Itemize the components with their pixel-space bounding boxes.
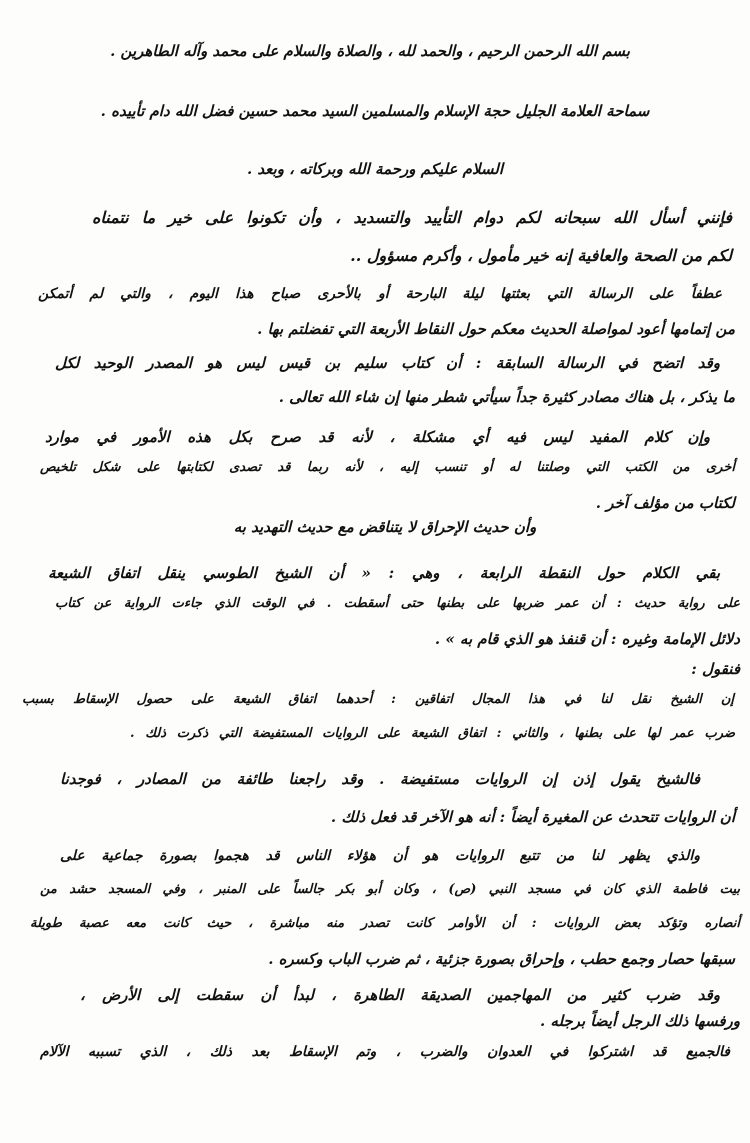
text-line: من إتمامها أعود لمواصلة الحديث معكم حول النقاط الأربعة التي تفضلتم بها . — [257, 320, 735, 338]
text-line: أن الروايات تتحدث عن المغيرة أيضاً : أنه هو الآخر قد فعل ذلك . — [330, 808, 735, 826]
text-line: ما يذكر ، بل هناك مصادر كثيرة جداً سيأتي شطر منها إن شاء الله تعالى . — [278, 388, 735, 406]
basmala-line: بسم الله الرحمن الرحيم ، والحمد لله ، والصلاة والسلام على محمد وآله الطاهرين . — [110, 42, 630, 60]
heading-line: وأن حديث الإحراق لا يتناقض مع حديث التهديد به — [233, 518, 537, 536]
text-line: وقد ضرب كثير من المهاجمين الصديقة الطاهرة ، لبدأ أن سقطت إلى الأرض ، — [80, 986, 720, 1004]
text-line: عطفاً على الرسالة التي بعثتها ليلة البارحة أو بالأحرى صباح هذا اليوم ، والتي لم أتمكن — [38, 286, 722, 302]
text-line: أخرى من الكتب التي وصلتنا له أو تنسب إليه ، لأنه ربما قد تصدى لكتابتها على شكل تلخيص — [40, 460, 735, 475]
text-line: ضرب عمر لها على بطنها ، والثاني : اتفاق الشيعة على الروايات المستفيضة التي ذكرت ذلك . — [130, 726, 735, 741]
text-line: دلائل الإمامة وغيره : أن قنفذ هو الذي قام به » . — [434, 630, 740, 648]
text-line: فالجميع قد اشتركوا في العدوان والضرب ، وتم الإسقاط بعد ذلك ، الذي تسببه الآلام — [40, 1044, 730, 1060]
text-line: بيت فاطمة الذي كان في مسجد النبي (ص) ، وكان أبو بكر جالساً على المنبر ، وفي المسجد حشد من — [40, 882, 740, 897]
text-line: على رواية حديث : أن عمر ضربها على بطنها حتى أسقطت . في الوقت الذي جاءت الرواية عن كتاب — [55, 596, 740, 611]
text-line: أنصاره وتؤكد بعض الروايات : أن الأوامر كانت تصدر منه مباشرة ، حيث كانت معه عصبة طويلة — [30, 916, 740, 931]
text-line: وقد اتضح في الرسالة السابقة : أن كتاب سليم بن قيس ليس هو المصدر الوحيد لكل — [55, 354, 720, 372]
text-line: إن الشيخ نقل لنا في هذا المجال اتفاقين : أحدهما اتفاق الشيعة على حصول الإسقاط بسبب — [22, 692, 734, 707]
text-line: والذي يظهر لنا من تتبع الروايات هو أن هؤلاء الناس قد هجموا بصورة جماعية على — [60, 848, 700, 864]
text-line: فنقول : — [691, 660, 740, 678]
text-line: فإنني أسأل الله سبحانه لكم دوام التأييد والتسديد ، وأن تكونوا على خير ما نتمناه — [92, 208, 732, 227]
salutation-title-line: سماحة العلامة الجليل حجة الإسلام والمسلمين السيد محمد حسين فضل الله دام تأييده . — [100, 102, 650, 120]
text-line: فالشيخ يقول إذن إن الروايات مستفيضة . وقد راجعنا طائفة من المصادر ، فوجدنا — [60, 770, 700, 788]
text-line: لكتاب من مؤلف آخر . — [595, 494, 735, 512]
greeting-line: السلام عليكم ورحمة الله وبركاته ، وبعد . — [246, 160, 504, 178]
text-line: سبقها حصار وجمع حطب ، وإحراق بصورة جزئية ، ثم ضرب الباب وكسره . — [268, 950, 735, 968]
text-line: ورفسها ذلك الرجل أيضاً برجله . — [539, 1012, 740, 1030]
text-line: وإن كلام المفيد ليس فيه أي مشكلة ، لأنه قد صرح بكل هذه الأمور في موارد — [45, 428, 710, 446]
text-line: بقي الكلام حول النقطة الرابعة ، وهي : « أن الشيخ الطوسي ينقل اتفاق الشيعة — [48, 564, 720, 582]
text-line: لكم من الصحة والعافية إنه خير مأمول ، وأكرم مسؤول .. — [350, 246, 732, 265]
